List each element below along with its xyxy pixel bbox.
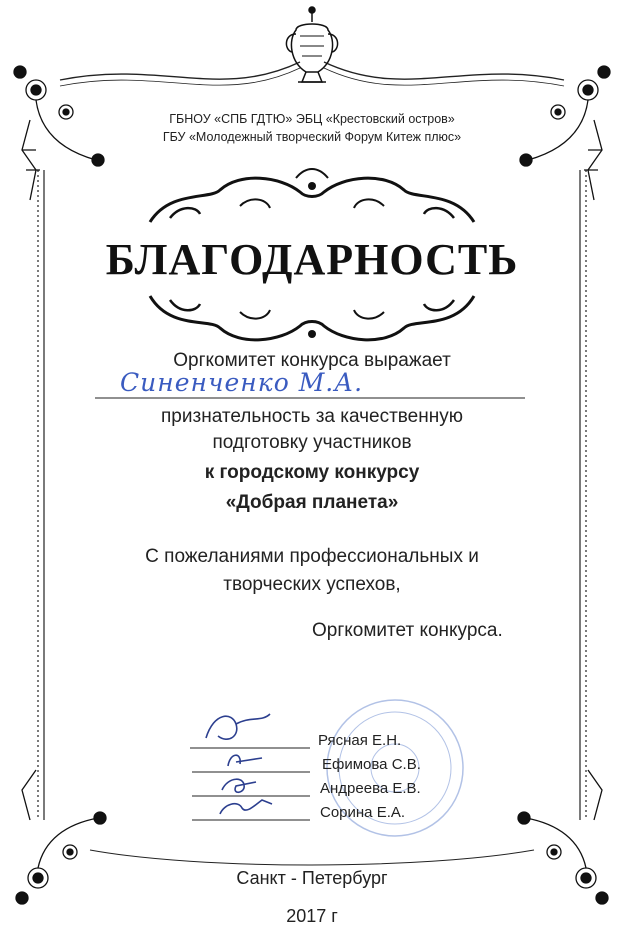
corner-rose-ornament-icon [14, 66, 610, 904]
body-line-2: признательность за качественную [161, 406, 463, 427]
signatory-name: Сорина Е.А. [320, 804, 406, 821]
body-line-3: подготовку участников [212, 432, 412, 453]
body-line-1: Оргкомитет конкурса выражает [173, 350, 451, 371]
body-line-4: к городскому конкурсу [204, 462, 420, 483]
signatory-name: Андреева Е.В. [320, 780, 421, 797]
organizer-line-2: ГБУ «Молодежный творческий Форум Китеж плюс» [162, 130, 462, 144]
scroll-ornament-icon [150, 296, 474, 340]
recipient-name: Синенченко М.А. [120, 368, 364, 397]
organizer-line-1: ГБНОУ «СПБ ГДТЮ» ЭБЦ «Крестовский остров» [169, 112, 455, 126]
year: 2017 г [286, 906, 338, 926]
closing-signoff: Оргкомитет конкурса. [312, 620, 503, 641]
city: Санкт - Петербург [236, 868, 388, 888]
signature-scribbles [206, 714, 272, 814]
certificate-title: БЛАГОДАРНОСТЬ [105, 235, 519, 284]
scroll-ornament-icon [150, 169, 474, 222]
signatory-name: Рясная Е.Н. [318, 732, 402, 749]
signatory-name: Ефимова С.В. [322, 756, 421, 773]
contest-name: «Добрая планета» [225, 492, 399, 513]
wishes-line-1: С пожеланиями профессиональных и [145, 546, 479, 567]
wishes-line-2: творческих успехов, [223, 574, 401, 595]
